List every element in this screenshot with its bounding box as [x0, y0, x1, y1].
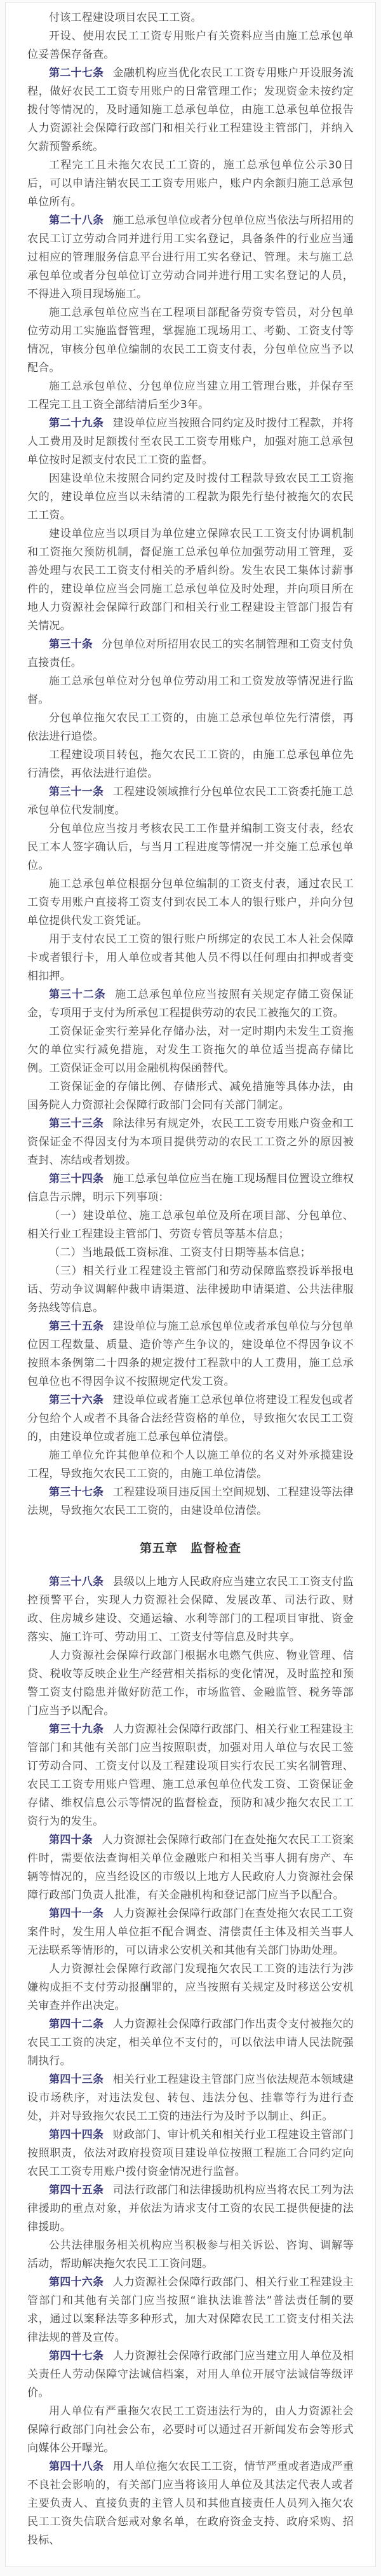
- article-number: 第四十一条: [49, 1907, 104, 1920]
- article-paragraph: [27, 1170, 354, 1207]
- article-text: 金融机构应当优化农民工工资专用账户开设服务流程，做好农民工工资专用账户的日常管理工作；发现资金未按约定拨付等情况的，及时通知施工总承包单位，由施工总承包单位报告人力资源社会保障行政部门和相关行业工程建设主管部门，并纳入欠薪预警系统。: [27, 67, 354, 153]
- article-paragraph: [27, 2458, 354, 2550]
- article-paragraph: 工程建设项目转包，拖欠农民工工资的，由施工总承包单位先行清偿，再依法进行追偿。: [27, 749, 354, 780]
- article-paragraph: [27, 1318, 354, 1391]
- article-number: 第三十八条: [49, 1576, 104, 1588]
- article-text: 建设单位或者施工总承包单位将建设工程发包或者分包给个人或者不具备合法经营资格的单位，导致拖欠农民工工资的，由建设单位或者施工总承包单位清偿。: [27, 1394, 354, 1443]
- article-text: 人力资源社会保障行政部门作出责令支付被拖欠的农民工工资的决定，相关单位不支付的，可以依法申请人民法院强制执行。: [27, 2018, 354, 2068]
- article-paragraph: [27, 2347, 354, 2402]
- article-text: 除法律另有规定外，农民工工资专用账户资金和工资保证金不得因支付为本项目提供劳动的农民工工资之外的原因被查封、冻结或者划拨。: [27, 1117, 354, 1167]
- article-paragraph: 人力资源社会保障行政部门发现拖欠农民工工资的违法行为涉嫌构成拒不支付劳动报酬罪的，应当按照有关规定及时移送公安机关审查并作出决定。: [27, 1963, 354, 2012]
- article-text: 人力资源社会保障行政部门、相关行业工程建设主管部门和其他有关部门应当按照职责，加强对用人单位与农民工签订劳动合同、工资支付以及工程建设项目实行农民工实名制管理、农民工工资专用账户管理、施工总承包单位代发工资、工资保证金存储、维权信息公示等情况的监督检查，预防和减少拖欠农民工工资行为的发生。: [27, 1723, 354, 1828]
- document-content: [27, 9, 354, 2550]
- article-number: 第三十一条: [49, 786, 104, 798]
- article-paragraph: [27, 636, 354, 672]
- article-paragraph: 付该工程建设项目农民工工资。: [49, 11, 202, 24]
- article-paragraph: [27, 414, 354, 470]
- article-paragraph: 工资保证金的存储比例、存储形式、减免措施等具体办法，由国务院人力资源社会保障行政部门会同有关部门制定。: [27, 1080, 354, 1112]
- article-paragraph: [27, 1483, 354, 1520]
- article-paragraph: 人力资源社会保障行政部门根据水电燃气供应、物业管理、信贷、税收等反映企业生产经营相关指标的变化情况，及时监控和预警工资支付隐患并做好防范工作，市场监管、金融监管、税务等部门应当予以配合。: [27, 1649, 354, 1717]
- article-text: 人力资源社会保障行政部门、相关行业工程建设主管部门和其他有关部门应当按照“谁执法谁普法”普法责任制的要求，通过以案释法等多种形式，加大对保障农民工工资支付相关法律法规的普及宣传。: [27, 2276, 354, 2344]
- article-text: 县级以上地方人民政府应当建立农民工工资支付监控预警平台，实现人力资源社会保障、发展改革、司法行政、财政、住房城乡建设、交通运输、水利等部门的工程项目审批、资金落实、施工许可、劳动用工、工资支付等信息及时共享。: [27, 1576, 354, 1644]
- article-paragraph: （二）当地最低工资标准、工资支付日期等基本信息；: [49, 1246, 311, 1259]
- article-number: 第四十三条: [49, 2073, 104, 2086]
- article-number: 第三十条: [49, 638, 93, 651]
- article-paragraph: [27, 2126, 354, 2181]
- article-paragraph: [27, 212, 354, 304]
- article-text: 人力资源社会保障行政部门在查处拖欠农民工工资案件时，需要依法查询相关单位金融账户和相关当事人拥有房产、车辆等情况的，应当经设区的市级以上地方人民政府人力资源社会保障行政部门负责人批准，有关金融机构和登记部门应当予以配合。: [27, 1834, 354, 1902]
- chapter-heading: 第五章 监督检查: [139, 1541, 241, 1555]
- article-paragraph: 工资保证金实行差异化存储办法，对一定时期内未发生工资拖欠的单位实行减免措施，对发生工资拖欠的单位适当提高存储比例。工资保证金可以用金融机构保函替代。: [27, 1025, 354, 1075]
- article-paragraph: 工程完工且未拖欠农民工工资的，施工总承包单位公示30日后，可以申请注销农民工工资专用账户，账户内余额归施工总承包单位所有。: [27, 159, 354, 208]
- article-number: 第二十九条: [49, 417, 104, 430]
- article-text: 分包单位对所招用农民工的实名制管理和工资支付负直接责任。: [27, 638, 354, 669]
- article-paragraph: 开设、使用农民工工资专用账户有关资料应当由施工总承包单位妥善保存备查。: [27, 30, 354, 61]
- article-text: 建设单位与施工总承包单位或者承包单位与分包单位因工程数量、质量、造价等产生争议的，建设单位不得因争议不按照本条例第二十四条的规定拨付工程款中的人工费用，施工总承包单位也不得因争议不按照规定代发工资。: [27, 1320, 354, 1388]
- article-text: 用人单位拖欠农民工工资，情节严重或者造成严重不良社会影响的，有关部门应当将该用人单位及其法定代表人或者主要负责人、直接负责的主管人员和其他直接责任人员列入拖欠农民工工资失信联合惩戒对象名单，在政府资金支持、政府采购、招投标、: [27, 2460, 354, 2547]
- article-number: 第二十八条: [49, 214, 104, 227]
- article-paragraph: [27, 64, 354, 156]
- article-paragraph: [27, 2273, 354, 2347]
- article-paragraph: [27, 1391, 354, 1447]
- article-paragraph: 建设单位应当以项目为单位建立保障农民工工资支付协调机制和工资拖欠预防机制，督促施工总承包单位加强劳动用工管理，妥善处理与农民工工资支付相关的矛盾纠纷。发生农民工集体讨薪事件的，建设单位应当会同施工总承包单位及时处理，并向项目所在地人力资源社会保障行政部门和相关行业工程建设主管部门报告有关情况。: [27, 528, 354, 632]
- article-number: 第二十七条: [49, 67, 104, 79]
- article-text: 施工总承包单位应当按照有关规定存储工资保证金，专项用于支付为所承包工程提供劳动的农民工被拖欠的工资。: [27, 988, 354, 1019]
- article-number: 第四十五条: [49, 2184, 104, 2197]
- article-paragraph: （三）相关行业工程建设主管部门和劳动保障监察投诉举报电话、劳动争议调解仲裁申请渠道、法律援助申请渠道、公共法律服务热线等信息。: [27, 1265, 354, 1314]
- article-paragraph: [27, 1115, 354, 1170]
- article-paragraph: [27, 2181, 354, 2237]
- article-text: 工程建设领域推行分包单位农民工工资委托施工总承包单位代发制度。: [27, 786, 354, 817]
- article-paragraph: 分包单位应当按月考核农民工工作量并编制工资支付表，经农民工本人签字确认后，与当月工程进度等情况一并交施工总承包单位。: [27, 822, 354, 872]
- article-number: 第四十七条: [49, 2350, 104, 2362]
- article-paragraph: 施工总承包单位应当在工程项目部配备劳资专管员，对分包单位劳动用工实施监督管理，掌握施工现场用工、考勤、工资支付等情况，审核分包单位编制的农民工工资支付表，分包单位应当予以配合。: [27, 306, 354, 374]
- article-text: 施工总承包单位应当在施工现场醒目位置设立维权信息告示牌，明示下列事项：: [27, 1173, 354, 1204]
- article-text: 建设单位应当按照合同约定及时拨付工程款，并将人工费用及时足额拨付至农民工工资专用账户，加强对施工总承包单位按时足额支付农民工工资的监督。: [27, 417, 354, 467]
- article-paragraph: 分包单位拖欠农民工工资的，由施工总承包单位先行清偿，再依法进行追偿。: [27, 712, 354, 743]
- article-number: 第四十条: [49, 1834, 93, 1846]
- article-text: 人力资源社会保障行政部门应当建立用人单位及相关责任人劳动保障守法诚信档案，对用人单位开展守法诚信等级评价。: [27, 2350, 354, 2399]
- article-text: 财政部门、审计机关和相关行业工程建设主管部门按照职责，依法对政府投资项目建设单位按照工程施工合同约定向农民工工资专用账户拨付资金情况进行监督。: [27, 2129, 354, 2178]
- article-paragraph: [27, 1721, 354, 1831]
- article-number: 第三十三条: [49, 1117, 104, 1130]
- article-number: 第三十九条: [49, 1723, 104, 1736]
- article-paragraph: 施工总承包单位对分包单位劳动用工和工资发放等情况进行监督。: [27, 675, 354, 706]
- article-number: 第三十二条: [49, 988, 106, 1001]
- article-paragraph: [27, 783, 354, 820]
- article-text: 司法行政部门和法律援助机构应当将农民工列为法律援助的重点对象，并依法为请求支付工资的农民工提供便捷的法律援助。: [27, 2184, 354, 2233]
- article-paragraph: 施工单位允许其他单位和个人以施工单位的名义对外承揽建设工程，导致拖欠农民工工资的，由施工单位清偿。: [27, 1449, 354, 1480]
- article-number: 第三十六条: [49, 1394, 104, 1407]
- article-paragraph: [27, 1573, 354, 1647]
- article-paragraph: 公共法律服务相关机构应当积极参与相关诉讼、咨询、调解等活动，帮助解决拖欠农民工工资问题。: [27, 2239, 354, 2270]
- article-paragraph: 施工总承包单位、分包单位应当建立用工管理台账，并保存至工程完工且工资全部结清后至少3年。: [27, 380, 354, 411]
- article-paragraph: [27, 1905, 354, 1960]
- article-number: 第三十七条: [49, 1486, 104, 1499]
- article-paragraph: [27, 2071, 354, 2126]
- article-number: 第三十五条: [49, 1320, 104, 1333]
- document-card: [5, 2, 376, 2567]
- article-paragraph: 施工总承包单位根据分包单位编制的工资支付表，通过农民工工资专用账户直接将工资支付到农民工本人的银行账户，并向分包单位提供代发工资凭证。: [27, 878, 354, 927]
- article-paragraph: 用人单位有严重拖欠农民工工资违法行为的，由人力资源社会保障行政部门向社会公布，必要时可以通过召开新闻发布会等形式向媒体公开曝光。: [27, 2405, 354, 2455]
- article-text: 人力资源社会保障行政部门在查处拖欠农民工工资案件时，发生用人单位拒不配合调查、清偿责任主体及相关当事人无法联系等情形的，可以请求公安机关和其他有关部门协助处理。: [27, 1907, 354, 1957]
- article-text: 施工总承包单位或者分包单位应当依法与所招用的农民工订立劳动合同并进行用工实名登记，具备条件的行业应当通过相应的管理服务信息平台进行用工实名登记、管理。未与施工总承包单位或者分包单位订立劳动合同并进行用工实名登记的人员，不得进入项目现场施工。: [27, 214, 354, 301]
- article-paragraph: [27, 1831, 354, 1905]
- article-number: 第三十四条: [49, 1173, 104, 1185]
- article-paragraph: （一）建设单位、施工总承包单位及所在项目部、分包单位、相关行业工程建设主管部门、劳资专管员等基本信息；: [27, 1210, 354, 1241]
- article-paragraph: [27, 2015, 354, 2071]
- article-paragraph: 因建设单位未按照合同约定及时拨付工程款导致农民工工资拖欠的，建设单位应当以未结清的工程款为限先行垫付被拖欠的农民工工资。: [27, 472, 354, 522]
- article-number: 第四十二条: [49, 2018, 104, 2031]
- article-number: 第四十六条: [49, 2276, 104, 2289]
- article-paragraph: [27, 986, 354, 1023]
- article-text: 相关行业工程建设主管部门应当依法规范本领域建设市场秩序，对违法发包、转包、违法分包、挂靠等行为进行查处，并对导致拖欠农民工工资的违法行为及时予以制止、纠正。: [27, 2073, 354, 2123]
- article-number: 第四十四条: [49, 2129, 104, 2141]
- article-paragraph: 用于支付农民工工资的银行账户所绑定的农民工本人社会保障卡或者银行卡，用人单位或者其他人员不得以任何理由扣押或者变相扣押。: [27, 933, 354, 983]
- article-number: 第四十八条: [49, 2460, 104, 2473]
- article-text: 工程建设项目违反国土空间规划、工程建设等法律法规，导致拖欠农民工工资的，由建设单位清偿。: [27, 1486, 354, 1517]
